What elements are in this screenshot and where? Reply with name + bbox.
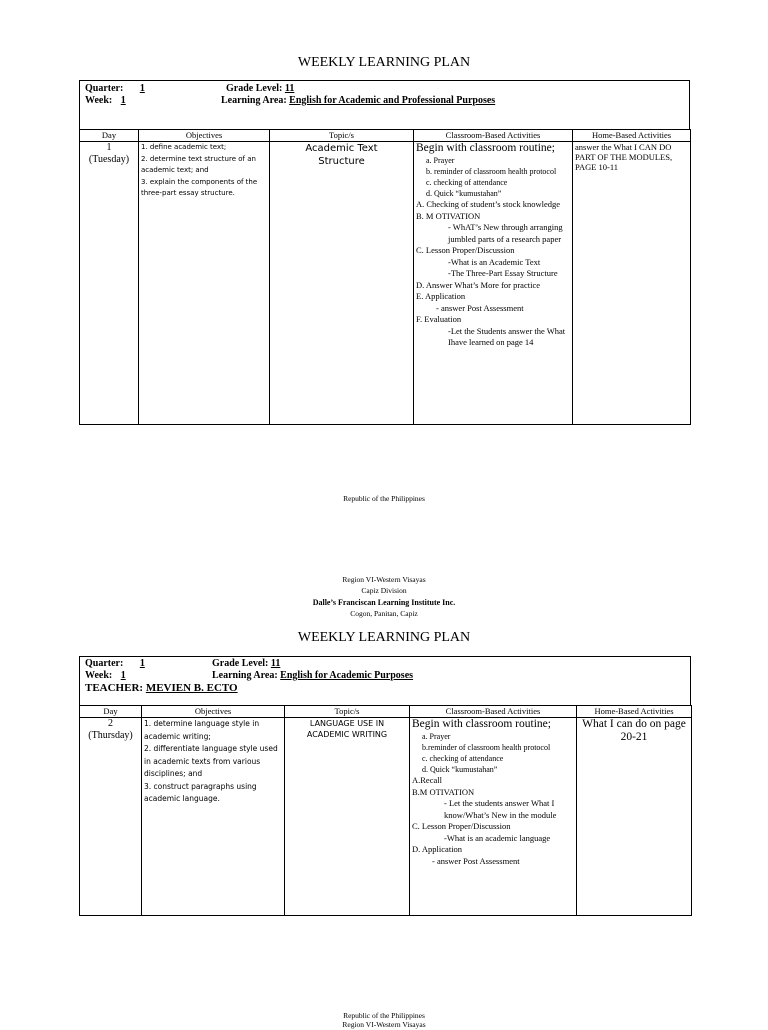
- plan2-header-box: [79, 656, 691, 706]
- plan1-title: WEEKLY LEARNING PLAN: [297, 55, 471, 70]
- list-item: - WhAT’s New through arranging jumbled parts of a research paper: [448, 222, 563, 244]
- day-number: 2: [108, 718, 113, 729]
- week-value: 1: [120, 670, 126, 681]
- plan1-table: [79, 129, 691, 425]
- list-item: A. Checking of student’s stock knowledge: [416, 199, 561, 209]
- activities-cell: [410, 718, 577, 916]
- area-value: English for Academic and Professional Purposes: [289, 95, 496, 106]
- activities-cell: [414, 142, 573, 425]
- region-caption: Region VI-Western Visayas: [342, 575, 426, 584]
- week-label: Week:: [85, 670, 113, 681]
- address-caption: Cogon, Panitan, Capiz: [350, 609, 418, 618]
- quarter-label: Quarter:: [85, 658, 124, 669]
- teacher-label: TEACHER:: [85, 682, 144, 694]
- objective: 3. explain the components of the three-part essay structure.: [141, 177, 258, 197]
- list-item: D. Answer What’s More for practice: [416, 279, 540, 290]
- col-objectives: Objectives: [139, 130, 270, 142]
- week-label: Week:: [85, 95, 113, 106]
- list-item: b.reminder of classroom health protocol: [422, 743, 551, 752]
- republic-caption-2: Republic of the Philippines: [343, 1011, 425, 1020]
- objective: 2. determine text structure of an academic text; and: [141, 154, 256, 174]
- plan2-table: [79, 705, 692, 916]
- teacher-value: MEVIEN B. ECTO: [145, 682, 238, 694]
- list-item: E. Application: [416, 291, 466, 301]
- col-classroom: Classroom-Based Activities: [410, 706, 577, 718]
- plan1-header-box: [79, 80, 690, 130]
- plan2-area: [212, 670, 413, 681]
- activities-intro: Begin with classroom routine;: [416, 142, 555, 154]
- home-cell: [577, 718, 692, 916]
- plan2-quarter: [85, 658, 145, 669]
- objective: 1. determine language style in academic writing;: [144, 719, 260, 741]
- col-home: Home-Based Activities: [573, 130, 691, 142]
- list-item: - answer Post Assessment: [432, 855, 520, 866]
- col-objectives: Objectives: [142, 706, 285, 718]
- plan1-header-row: [80, 130, 691, 142]
- list-item: D. Application: [412, 844, 463, 854]
- list-item: c. checking of attendance: [426, 178, 508, 187]
- list-item: - answer Post Assessment: [436, 302, 524, 313]
- topic: LANGUAGE USE IN ACADEMIC WRITING: [306, 719, 388, 739]
- republic-caption: Republic of the Philippines: [343, 494, 425, 503]
- grade-label: Grade Level:: [226, 83, 283, 94]
- plan1-grade: [226, 83, 294, 94]
- objective: 3. construct paragraphs using academic language.: [144, 781, 257, 803]
- school-caption: Dalle’s Franciscan Learning Institute Inc.: [312, 598, 456, 607]
- topic: Academic Text Structure: [305, 143, 378, 167]
- list-item: d. Quick “kumustahan”: [422, 765, 498, 774]
- area-label: Learning Area:: [212, 670, 278, 681]
- grade-value: 11: [284, 83, 295, 94]
- col-day: Day: [80, 130, 139, 142]
- list-item: B. M OTIVATION: [416, 210, 481, 221]
- topic-cell: [270, 142, 414, 425]
- col-day: Day: [80, 706, 142, 718]
- col-topics: Topic/s: [270, 130, 414, 142]
- division-caption: Capiz Division: [361, 586, 407, 595]
- day-number: 1: [106, 142, 112, 153]
- table-row: [80, 718, 692, 916]
- plan2-teacher: [85, 682, 238, 694]
- plan2-header-row: [80, 706, 692, 718]
- objective: 2. differentiate language style used in academic texts from various disciplines; and: [144, 744, 278, 778]
- day-name: (Thursday): [88, 730, 133, 741]
- plan2-week: [85, 670, 126, 681]
- quarter-label: Quarter:: [85, 83, 124, 94]
- list-item: A.Recall: [412, 775, 442, 785]
- week-value: 1: [120, 95, 126, 106]
- objectives-cell: [142, 718, 285, 916]
- plan2-title: WEEKLY LEARNING PLAN: [297, 630, 471, 645]
- list-item: a. Prayer: [426, 156, 455, 165]
- objective: 1. define academic text;: [141, 143, 227, 151]
- home-activity: answer the What I CAN DO PART OF THE MODULES, PAGE 10-11: [575, 142, 673, 172]
- plan1-week: [85, 95, 126, 106]
- plan1-area: [221, 95, 495, 106]
- objectives-cell: [139, 142, 270, 425]
- list-item: - Let the students answer What I know/What’s New in the module: [444, 798, 557, 820]
- col-topics: Topic/s: [285, 706, 410, 718]
- area-label: Learning Area:: [221, 95, 287, 106]
- day-cell: [80, 142, 139, 425]
- list-item: F. Evaluation: [416, 314, 462, 324]
- list-item: B.M OTIVATION: [412, 786, 475, 797]
- home-cell: [573, 142, 691, 425]
- list-item: C. Lesson Proper/Discussion: [416, 245, 515, 255]
- routine-list: [416, 155, 570, 199]
- topic-cell: [285, 718, 410, 916]
- list-item: c. checking of attendance: [422, 754, 504, 763]
- plan1-quarter: [85, 83, 145, 94]
- list-item: C. Lesson Proper/Discussion: [412, 821, 511, 831]
- plan2-grade: [212, 658, 280, 669]
- list-item: a. Prayer: [422, 732, 451, 741]
- list-item: -Let the Students answer the What Ihave learned on page 14: [448, 325, 566, 347]
- list-item: -What is an academic language: [444, 832, 551, 843]
- list-item: -The Three-Part Essay Structure: [448, 268, 558, 278]
- quarter-value: 1: [139, 83, 145, 94]
- day-name: (Tuesday): [88, 154, 130, 165]
- quarter-value: 1: [139, 658, 145, 669]
- region-caption-2: Region VI-Western Visayas: [342, 1020, 426, 1029]
- grade-label: Grade Level:: [212, 658, 269, 669]
- day-cell: [80, 718, 142, 916]
- routine-list: [412, 731, 574, 775]
- list-item: b. reminder of classroom health protocol: [426, 167, 557, 176]
- grade-value: 11: [270, 658, 281, 669]
- activities-intro: Begin with classroom routine;: [412, 718, 551, 730]
- col-home: Home-Based Activities: [577, 706, 692, 718]
- list-item: -What is an Academic Text: [448, 256, 541, 267]
- table-row: [80, 142, 691, 425]
- area-value: English for Academic Purposes: [280, 670, 414, 681]
- list-item: d. Quick “kumustahan”: [426, 189, 502, 198]
- home-activity: What I can do on page 20-21: [582, 718, 686, 743]
- col-classroom: Classroom-Based Activities: [414, 130, 573, 142]
